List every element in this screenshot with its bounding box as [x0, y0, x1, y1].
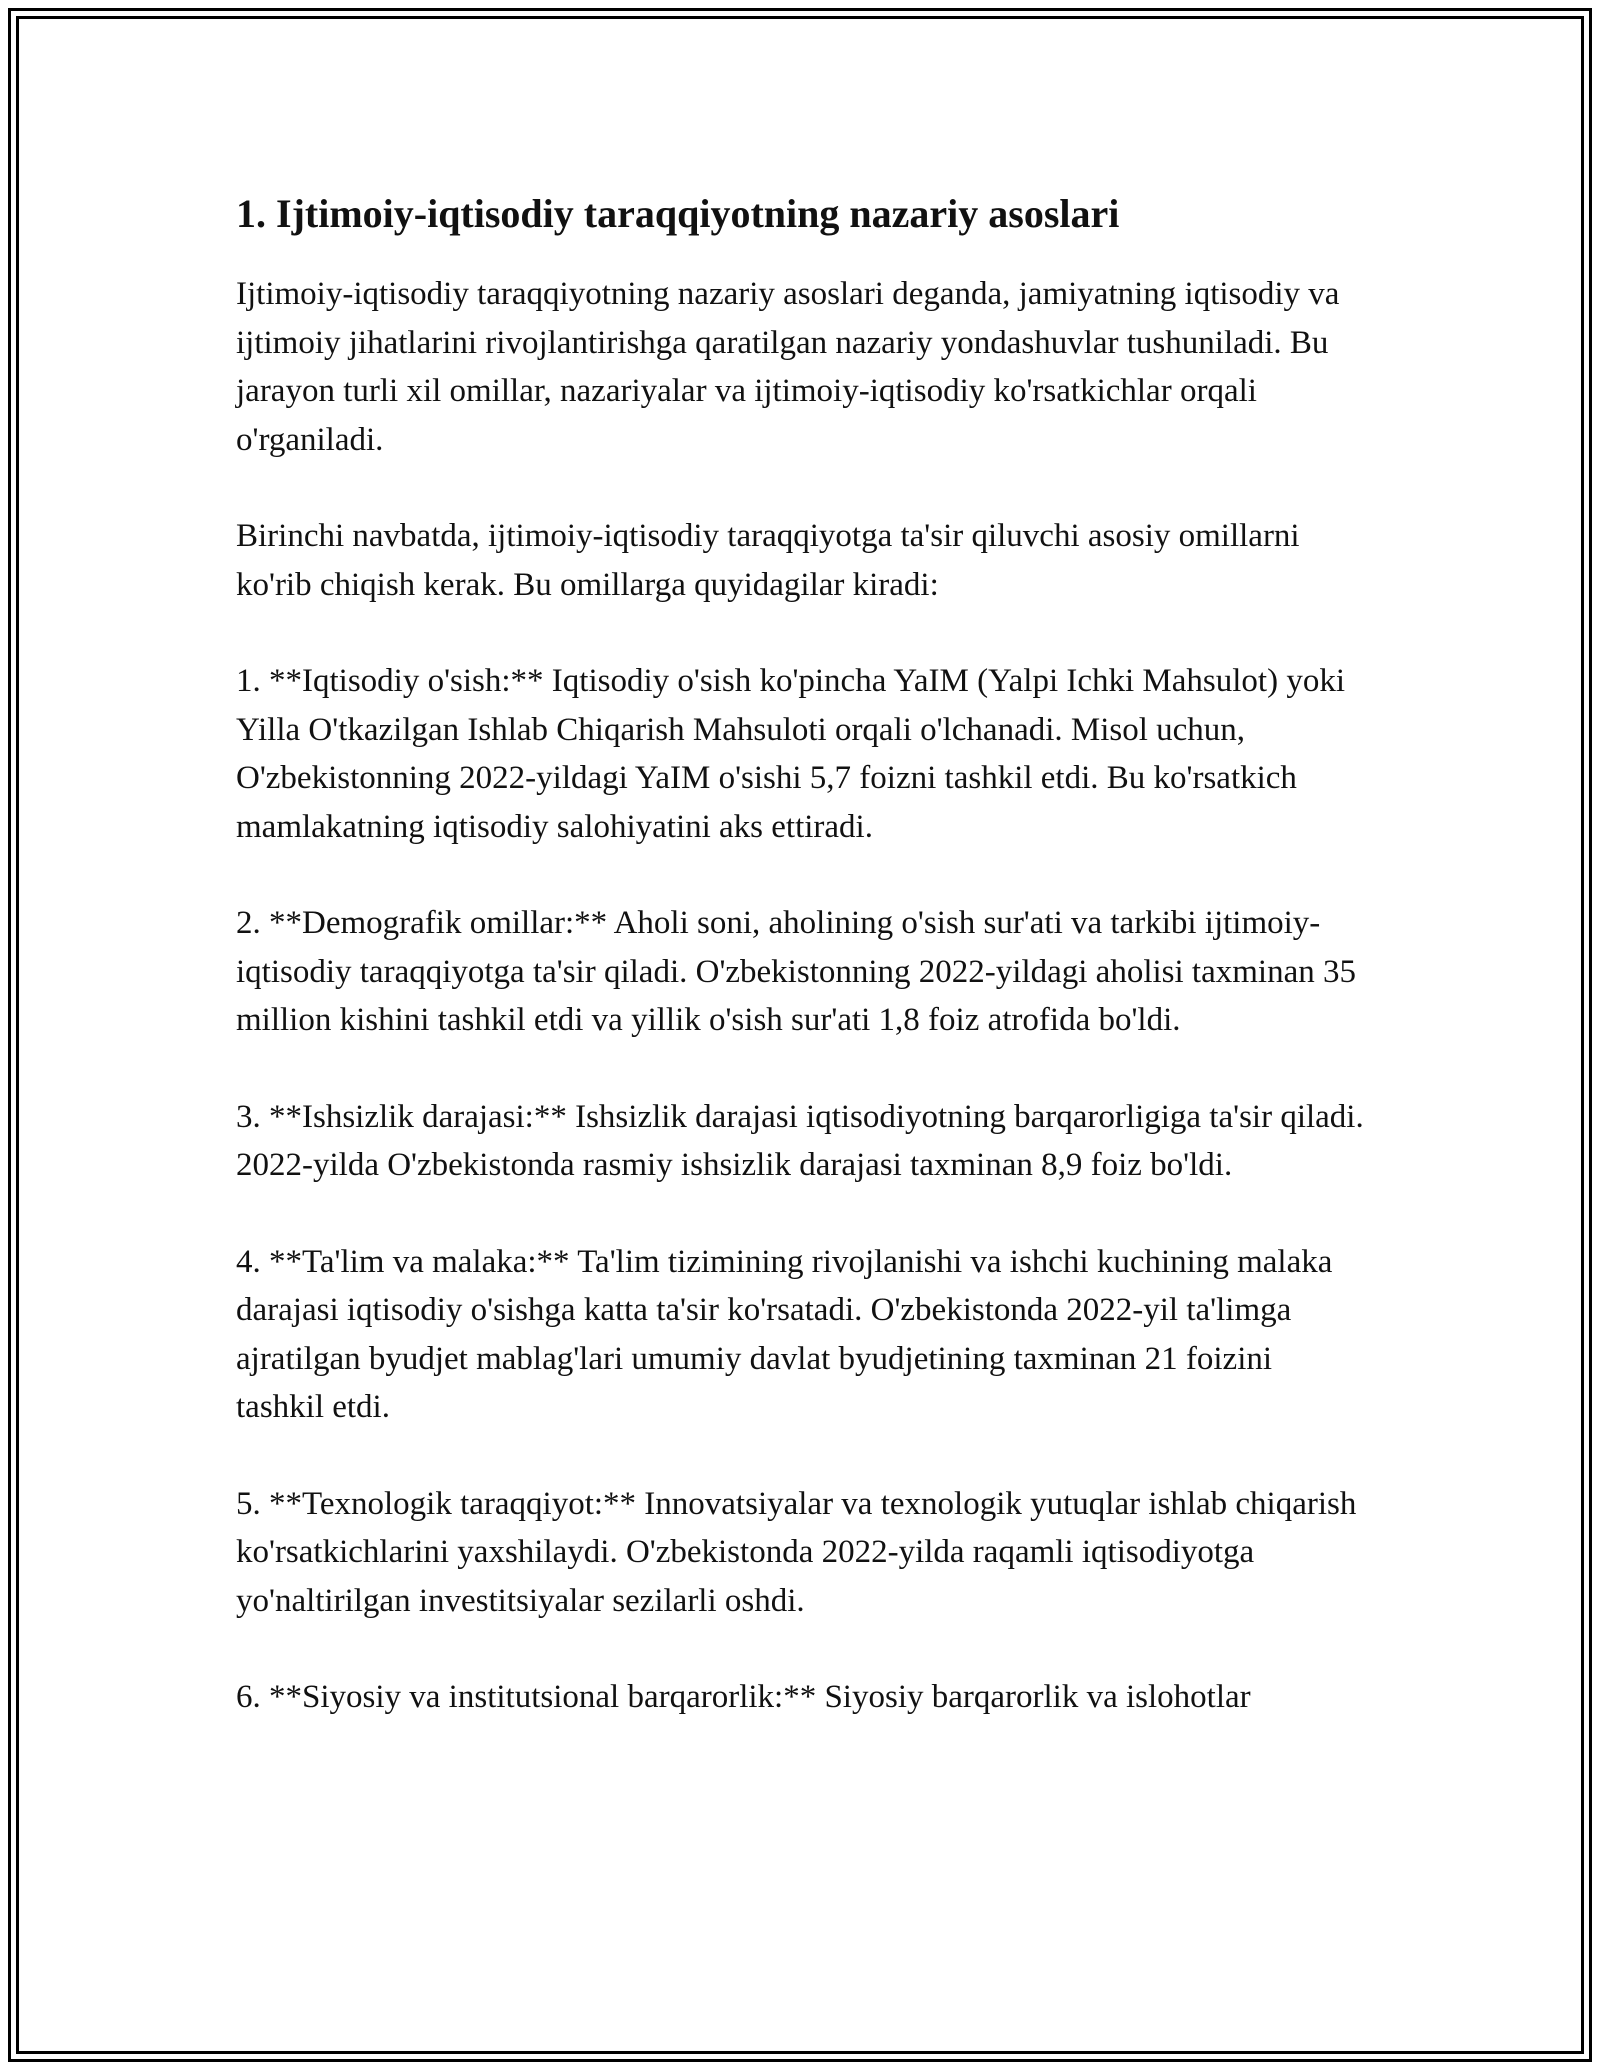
list-item: 1. **Iqtisodiy o'sish:** Iqtisodiy o'sish ko'pincha YaIM (Yalpi Ichki Mahsulot) yoki Yilla O'tkazilgan Ishlab Chiqarish Mahsuloti orqali o'lchanadi. Misol uchun, O'zbekistonning 2022-yildagi YaIM o'sishi 5,7 foizni tashkil etdi. Bu ko'rsatkich mamlakatning iqtisodiy salohiyatini aks ettiradi.: [236, 663, 1346, 845]
list-item: 3. **Ishsizlik darajasi:** Ishsizlik darajasi iqtisodiyotning barqarorligiga ta'sir qiladi. 2022-yilda O'zbekistonda rasmiy ishsizlik darajasi taxminan 8,9 foiz bo'ldi.: [236, 1098, 1364, 1183]
intro-paragraph: Birinchi navbatda, ijtimoiy-iqtisodiy taraqqiyotga ta'sir qiluvchi asosiy omillarni ko'rib chiqish kerak. Bu omillarga quyidagilar kiradi:: [236, 518, 1300, 603]
list-item: 5. **Texnologik taraqqiyot:** Innovatsiyalar va texnologik yutuqlar ishlab chiqarish ko'rsatkichlarini yaxshilaydi. O'zbekistonda 2022-yilda raqamli iqtisodiyotga yo'naltirilgan investitsiyalar sezilarli oshdi.: [236, 1485, 1357, 1619]
list-item: 4. **Ta'lim va malaka:** Ta'lim tizimining rivojlanishi va ishchi kuchining malaka darajasi iqtisodiy o'sishga katta ta'sir ko'rsatadi. O'zbekistonda 2022-yil ta'limga ajratilgan byudjet mablag'lari umumiy davlat byudjetining taxminan 21 foizini tashkil etdi.: [236, 1243, 1333, 1425]
section-heading: 1. Ijtimoiy-iqtisodiy taraqqiyotning nazariy asoslari: [236, 191, 1120, 236]
document-body: [236, 188, 1366, 1722]
list-item: 6. **Siyosiy va institutsional barqarorlik:** Siyosiy barqarorlik va islohotlar: [236, 1679, 1251, 1715]
intro-paragraph: Ijtimoiy-iqtisodiy taraqqiyotning nazariy asoslari deganda, jamiyatning iqtisodiy va ijtimoiy jihatlarini rivojlantirishga qaratilgan nazariy yondashuvlar tushuniladi. Bu jarayon turli xil omillar, nazariyalar va ijtimoiy-iqtisodiy ko'rsatkichlar orqali o'rganiladi.: [236, 276, 1340, 458]
list-item: 2. **Demografik omillar:** Aholi soni, aholining o'sish sur'ati va tarkibi ijtimoiy-iqtisodiy taraqqiyotga ta'sir qiladi. O'zbekistonning 2022-yildagi aholisi taxminan 35 million kishini tashkil etdi va yillik o'sish sur'ati 1,8 foiz atrofida bo'ldi.: [236, 905, 1356, 1038]
